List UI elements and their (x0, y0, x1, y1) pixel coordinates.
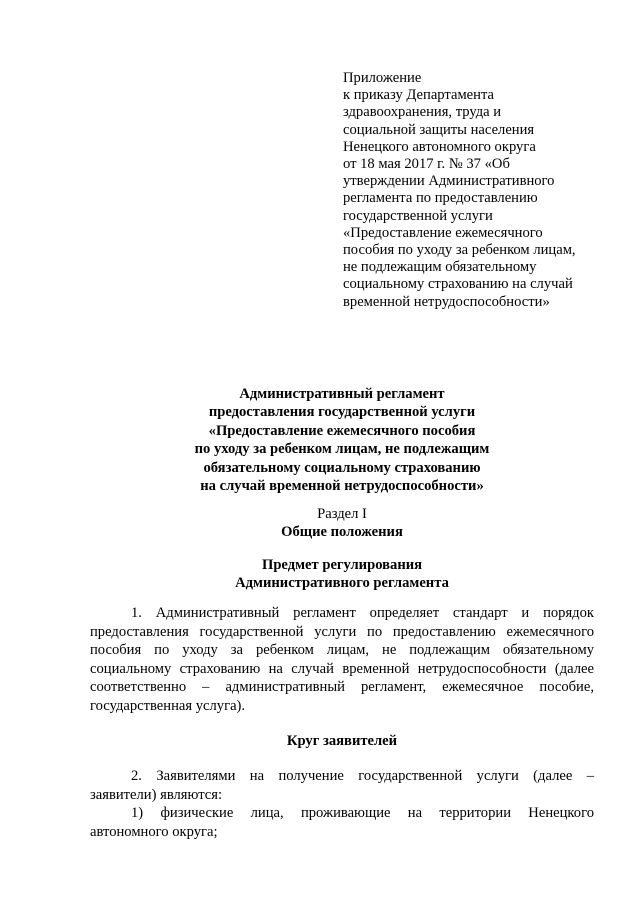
paragraph-line: социальному страхованию на случай временной нетрудоспособности (далее (90, 660, 594, 677)
appendix-line: Ненецкого автономного округа (343, 138, 536, 155)
document-title (90, 385, 594, 495)
section-number: Раздел I (317, 506, 367, 522)
paragraph-line: заявители) являются: (90, 786, 223, 803)
appendix-line: пособия по уходу за ребенком лицам, (343, 242, 576, 259)
section-title: Общие положения (281, 524, 403, 540)
title-line: Административный регламент (239, 386, 445, 402)
appendix-line: утверждении Административного (343, 173, 555, 190)
appendix-note (343, 70, 613, 311)
appendix-line: «Предоставление ежемесячного (343, 224, 543, 241)
appendix-line: регламента по предоставлению (343, 190, 538, 207)
appendix-line: социальному страхованию на случай (343, 276, 573, 293)
paragraph-1 (90, 604, 594, 716)
subject-line: Предмет регулирования (261, 557, 423, 573)
paragraph-line: соответственно – административный регламент, ежемесячное пособие, (90, 679, 594, 696)
appendix-line: временной нетрудоспособности» (343, 293, 550, 310)
paragraph-line: государственная услуга). (90, 697, 246, 714)
applicants-heading: Круг заявителей (286, 733, 398, 749)
appendix-line: от 18 мая 2017 г. № 37 «Об (343, 156, 510, 173)
appendix-line: социальной защиты населения (343, 121, 535, 138)
paragraph-line: 1) физические лица, проживающие на территории Ненецкого (131, 805, 594, 821)
title-line: обязательному социальному страхованию (203, 459, 481, 476)
appendix-line: не подлежащим обязательному (343, 259, 537, 276)
appendix-line: Приложение (343, 70, 422, 86)
title-line: предоставления государственной услуги (208, 404, 476, 421)
paragraph-3 (90, 804, 594, 841)
title-line: на случай временной нетрудоспособности» (200, 478, 484, 495)
title-line: по уходу за ребенком лицам, не подлежащим (194, 441, 490, 458)
title-line: «Предоставление ежемесячного пособия (208, 422, 476, 439)
paragraph-line: 1. Административный регламент определяет стандарт и порядок (131, 605, 594, 621)
subject-heading (90, 556, 594, 593)
appendix-line: к приказу Департамента (343, 87, 494, 104)
subject-line: Административного регламента (235, 575, 449, 592)
paragraph-line: автономного округа; (90, 823, 218, 840)
paragraph-line: предоставления государственной услуги по предоставлению ежемесячного (90, 623, 594, 640)
paragraph-line: пособия по уходу за ребенком лицам, не подлежащим обязательному (90, 642, 594, 659)
appendix-line: здравоохранения, труда и (343, 104, 502, 121)
paragraph-2 (90, 767, 594, 804)
appendix-line: государственной услуги (343, 207, 493, 224)
paragraph-line: 2. Заявителями на получение государственной услуги (далее – (131, 768, 594, 784)
